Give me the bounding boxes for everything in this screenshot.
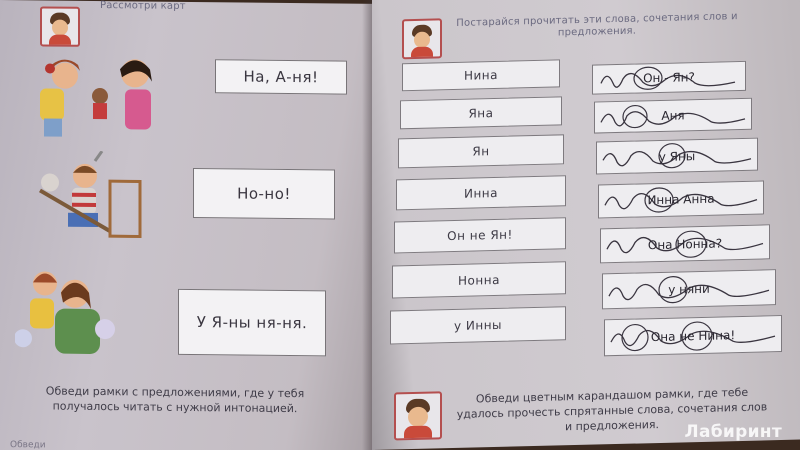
- hidden-phrase-box-6[interactable]: [602, 269, 776, 309]
- hidden-phrase-box-1[interactable]: [592, 61, 746, 95]
- word-text: Нина: [463, 67, 499, 83]
- hidden-phrase-box-5[interactable]: [600, 224, 770, 263]
- hidden-phrase-text: Инна Анна: [647, 191, 715, 208]
- left-instruction: Обведи рамки с предложениями, где у тебя получалось читать с нужной интонацией.: [45, 384, 305, 416]
- word-text: Он не Ян!: [447, 227, 513, 244]
- phrase-text: У Я-ны ня-ня.: [196, 313, 308, 333]
- word-box-2[interactable]: [400, 96, 562, 129]
- hidden-phrase-box-3[interactable]: [596, 138, 758, 175]
- phrase-box-1[interactable]: [215, 59, 347, 94]
- left-footer: Обведи: [10, 440, 46, 450]
- hidden-phrase-box-2[interactable]: [594, 98, 752, 134]
- left-page-header: Рассмотри карт: [100, 0, 186, 12]
- phrase-text: Но-но!: [237, 184, 291, 204]
- left-page: [0, 0, 375, 450]
- hidden-phrase-text: Он - Ян?: [643, 70, 695, 86]
- word-box-5[interactable]: [394, 217, 566, 253]
- girls-with-doll-illustration: [30, 40, 160, 141]
- boy-on-hobby-horse-illustration: [0, 150, 145, 252]
- hidden-phrase-text: Она Нонна?: [647, 235, 723, 252]
- hidden-phrase-box-7[interactable]: [604, 315, 782, 356]
- word-text: Нонна: [458, 272, 500, 288]
- phrase-box-3[interactable]: [178, 289, 326, 357]
- hidden-phrase-text: у няни: [668, 281, 710, 297]
- phrase-box-2[interactable]: [193, 168, 335, 219]
- hidden-phrase-box-4[interactable]: [598, 180, 764, 218]
- hidden-phrase-text: Аня: [661, 108, 685, 123]
- word-text: Инна: [463, 185, 499, 201]
- word-box-4[interactable]: [396, 175, 566, 210]
- word-text: Яна: [468, 105, 494, 121]
- word-box-7[interactable]: [390, 306, 566, 344]
- word-text: у Инны: [453, 317, 503, 333]
- hidden-phrase-text: у Яны: [658, 148, 696, 164]
- word-box-3[interactable]: [398, 134, 564, 168]
- boy-avatar-icon: [402, 18, 442, 59]
- right-page: [372, 0, 800, 450]
- hidden-phrase-text: Она не Нина!: [650, 327, 736, 344]
- nanny-with-children-illustration: [15, 258, 125, 369]
- word-text: Ян: [472, 144, 490, 159]
- word-box-6[interactable]: [392, 261, 566, 298]
- boy-avatar-icon: [394, 391, 442, 440]
- watermark-logo: Лабиринт: [684, 422, 782, 442]
- phrase-text: На, А-ня!: [243, 67, 319, 87]
- right-page-header: Постарайся прочитать эти слова, сочетания слов и предложения.: [456, 11, 738, 39]
- right-instruction: Обведи цветным карандашом рамки, где тебе удалось прочесть спрятанные слова, сочетания слов и предложения.: [456, 385, 768, 434]
- word-box-1[interactable]: [402, 59, 560, 91]
